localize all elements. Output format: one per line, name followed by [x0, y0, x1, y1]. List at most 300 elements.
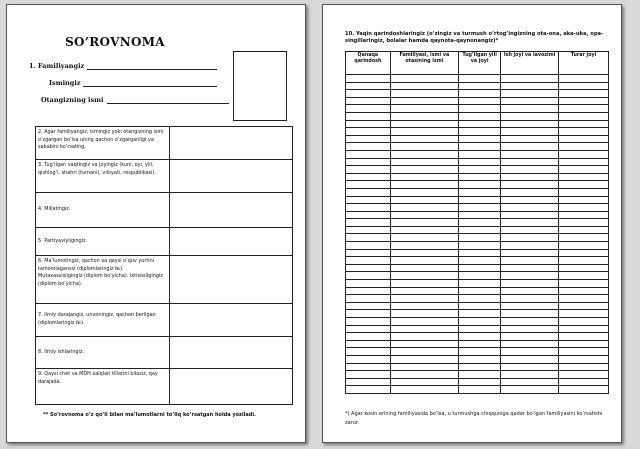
table-cell[interactable]	[346, 386, 391, 394]
table-row	[346, 340, 609, 348]
table-cell[interactable]	[390, 371, 458, 379]
table-cell[interactable]	[346, 340, 391, 348]
table-row	[346, 158, 609, 166]
table-cell[interactable]	[459, 325, 501, 333]
table-cell[interactable]	[390, 150, 458, 158]
table-cell[interactable]	[501, 90, 559, 98]
table-cell[interactable]	[346, 295, 391, 303]
table-cell[interactable]	[501, 371, 559, 379]
table-cell[interactable]	[501, 257, 559, 265]
patronymic-field[interactable]	[41, 96, 229, 104]
name-field[interactable]	[49, 79, 217, 87]
table-cell[interactable]	[346, 75, 391, 83]
table-cell[interactable]	[559, 188, 609, 196]
table-cell[interactable]	[390, 249, 458, 257]
table-cell[interactable]	[501, 310, 559, 318]
table-cell[interactable]	[559, 348, 609, 356]
table-row	[346, 120, 609, 128]
table-cell[interactable]	[346, 150, 391, 158]
table-cell[interactable]	[559, 318, 609, 326]
table-cell[interactable]	[501, 211, 559, 219]
table-cell[interactable]	[559, 325, 609, 333]
table-cell[interactable]	[559, 219, 609, 227]
table-row	[346, 204, 609, 212]
surname-line[interactable]	[87, 62, 217, 70]
relatives-table-body	[346, 75, 609, 394]
table-row	[36, 304, 293, 337]
table-cell[interactable]	[559, 302, 609, 310]
table-cell[interactable]	[501, 150, 559, 158]
table-cell[interactable]	[559, 135, 609, 143]
table-cell[interactable]	[390, 355, 458, 363]
table-cell[interactable]	[346, 226, 391, 234]
table-cell[interactable]	[390, 378, 458, 386]
question-cell: 8. Ilmiy ishlaringiz.	[36, 337, 170, 369]
table-cell[interactable]	[501, 166, 559, 174]
table-cell[interactable]	[501, 378, 559, 386]
table-row	[346, 75, 609, 83]
table-row	[346, 150, 609, 158]
name-line[interactable]	[83, 79, 217, 87]
table-cell[interactable]	[390, 181, 458, 189]
question-cell: 2. Agar familiyangiz, ismingiz yoki otangizning ismi o’zgargan bo’lsa uning qachon o’zgarganligi va sababini ko’rsating.	[36, 127, 170, 160]
table-cell[interactable]	[459, 135, 501, 143]
table-cell[interactable]	[390, 333, 458, 341]
table-cell[interactable]	[346, 318, 391, 326]
table-cell[interactable]	[559, 173, 609, 181]
table-cell[interactable]	[346, 310, 391, 318]
table-cell[interactable]	[390, 105, 458, 113]
table-cell[interactable]	[459, 280, 501, 288]
answer-cell[interactable]	[170, 160, 293, 193]
table-cell[interactable]	[501, 348, 559, 356]
table-cell[interactable]	[390, 97, 458, 105]
surname-label: 1. Familiyangiz	[29, 62, 85, 70]
table-cell[interactable]	[390, 318, 458, 326]
table-cell[interactable]	[346, 173, 391, 181]
table-cell[interactable]	[559, 75, 609, 83]
table-cell[interactable]	[459, 166, 501, 174]
table-row	[346, 90, 609, 98]
table-cell[interactable]	[346, 166, 391, 174]
table-row	[36, 193, 293, 228]
table-cell[interactable]	[501, 355, 559, 363]
table-cell[interactable]	[390, 120, 458, 128]
table-cell[interactable]	[459, 211, 501, 219]
answer-cell[interactable]	[170, 256, 293, 304]
table-cell[interactable]	[559, 242, 609, 250]
table-cell[interactable]	[459, 378, 501, 386]
table-row	[346, 325, 609, 333]
table-cell[interactable]	[346, 272, 391, 280]
table-cell[interactable]	[559, 90, 609, 98]
table-cell[interactable]	[559, 204, 609, 212]
table-cell[interactable]	[559, 264, 609, 272]
table-row	[346, 355, 609, 363]
table-cell[interactable]	[390, 257, 458, 265]
table-cell[interactable]	[501, 188, 559, 196]
table-cell[interactable]	[390, 325, 458, 333]
table-cell[interactable]	[390, 196, 458, 204]
table-row	[346, 348, 609, 356]
table-cell[interactable]	[559, 340, 609, 348]
table-cell[interactable]	[390, 295, 458, 303]
table-cell[interactable]	[459, 310, 501, 318]
table-cell[interactable]	[390, 75, 458, 83]
table-cell[interactable]	[459, 333, 501, 341]
table-cell[interactable]	[459, 158, 501, 166]
table-cell[interactable]	[559, 128, 609, 136]
surname-field[interactable]	[29, 62, 217, 70]
table-cell[interactable]	[459, 112, 501, 120]
table-cell[interactable]	[390, 112, 458, 120]
table-cell[interactable]	[390, 386, 458, 394]
answer-cell[interactable]	[170, 369, 293, 405]
relatives-table	[345, 51, 609, 394]
table-row	[36, 369, 293, 405]
table-cell[interactable]	[501, 249, 559, 257]
table-cell[interactable]	[501, 181, 559, 189]
table-cell[interactable]	[501, 97, 559, 105]
table-cell[interactable]	[390, 128, 458, 136]
table-cell[interactable]	[501, 386, 559, 394]
table-cell[interactable]	[346, 158, 391, 166]
table-row	[346, 82, 609, 90]
table-cell[interactable]	[501, 287, 559, 295]
table-cell[interactable]	[559, 112, 609, 120]
table-row	[346, 378, 609, 386]
table-cell[interactable]	[390, 264, 458, 272]
answer-cell[interactable]	[170, 228, 293, 256]
table-row	[346, 181, 609, 189]
table-cell[interactable]	[390, 135, 458, 143]
table-cell[interactable]	[559, 280, 609, 288]
table-cell[interactable]	[346, 196, 391, 204]
table-cell[interactable]	[559, 120, 609, 128]
photo-box	[233, 51, 287, 121]
table-cell[interactable]	[559, 150, 609, 158]
name-label: Ismingiz	[49, 79, 81, 87]
table-cell[interactable]	[459, 264, 501, 272]
table-row	[36, 228, 293, 256]
table-cell[interactable]	[390, 242, 458, 250]
question-cell: 9. Qaysi chet va MDH xalqlari tillarini bilasiz, qay darajada.	[36, 369, 170, 405]
table-row	[346, 242, 609, 250]
table-cell[interactable]	[459, 204, 501, 212]
table-cell[interactable]	[390, 310, 458, 318]
table-cell[interactable]	[559, 181, 609, 189]
table-cell[interactable]	[459, 302, 501, 310]
table-cell[interactable]	[346, 105, 391, 113]
table-cell[interactable]	[390, 272, 458, 280]
table-cell[interactable]	[346, 143, 391, 151]
table-cell[interactable]	[501, 234, 559, 242]
table-row	[346, 112, 609, 120]
table-header-row	[346, 52, 609, 75]
table-row	[346, 97, 609, 105]
table-cell[interactable]	[501, 135, 559, 143]
table-row	[346, 249, 609, 257]
table-row	[346, 302, 609, 310]
table-cell[interactable]	[459, 90, 501, 98]
table-cell[interactable]	[501, 75, 559, 83]
table-cell[interactable]	[346, 325, 391, 333]
table-cell[interactable]	[459, 181, 501, 189]
table-cell[interactable]	[390, 348, 458, 356]
table-cell[interactable]	[390, 188, 458, 196]
table-cell[interactable]	[346, 181, 391, 189]
table-cell[interactable]	[501, 333, 559, 341]
table-cell[interactable]	[390, 340, 458, 348]
table-row	[346, 272, 609, 280]
table-cell[interactable]	[459, 188, 501, 196]
table-cell[interactable]	[459, 348, 501, 356]
table-row	[346, 143, 609, 151]
table-cell[interactable]	[390, 287, 458, 295]
table-cell[interactable]	[459, 295, 501, 303]
table-row	[346, 105, 609, 113]
table-cell[interactable]	[559, 272, 609, 280]
table-row	[346, 135, 609, 143]
table-cell[interactable]	[501, 196, 559, 204]
table-row	[346, 280, 609, 288]
table-cell[interactable]	[501, 302, 559, 310]
table-row	[346, 264, 609, 272]
table-cell[interactable]	[459, 386, 501, 394]
page-title: SO’ROVNOMA	[65, 35, 165, 49]
table-row	[346, 371, 609, 379]
table-cell[interactable]	[459, 340, 501, 348]
table-row	[346, 386, 609, 394]
table-cell[interactable]	[390, 143, 458, 151]
table-row	[36, 160, 293, 193]
table-cell[interactable]	[501, 363, 559, 371]
table-cell[interactable]	[459, 318, 501, 326]
table-row	[36, 127, 293, 160]
table-cell[interactable]	[559, 249, 609, 257]
table-cell[interactable]	[346, 378, 391, 386]
table-cell[interactable]	[459, 355, 501, 363]
table-cell[interactable]	[346, 302, 391, 310]
table-cell[interactable]	[559, 355, 609, 363]
table-cell[interactable]	[346, 257, 391, 265]
table-cell[interactable]	[501, 325, 559, 333]
table-cell[interactable]	[346, 90, 391, 98]
table-cell[interactable]	[559, 371, 609, 379]
table-cell[interactable]	[346, 371, 391, 379]
table-cell[interactable]	[559, 166, 609, 174]
table-row	[346, 128, 609, 136]
table-row	[36, 256, 293, 304]
table-cell[interactable]	[501, 128, 559, 136]
table-cell[interactable]	[559, 196, 609, 204]
table-cell[interactable]	[346, 287, 391, 295]
table-cell[interactable]	[559, 386, 609, 394]
table-cell[interactable]	[459, 75, 501, 83]
table-row	[346, 287, 609, 295]
table-row	[346, 219, 609, 227]
table-cell[interactable]	[390, 226, 458, 234]
column-header: Tug’ilgan yili va joyi	[459, 52, 501, 75]
table-cell[interactable]	[501, 264, 559, 272]
table-cell[interactable]	[559, 234, 609, 242]
column-header: Familiyasi, ismi va otasining ismi	[390, 52, 458, 75]
table-cell[interactable]	[501, 219, 559, 227]
table-cell[interactable]	[459, 120, 501, 128]
table-row	[346, 196, 609, 204]
table-cell[interactable]	[501, 272, 559, 280]
table-cell[interactable]	[459, 226, 501, 234]
table-cell[interactable]	[559, 82, 609, 90]
table-cell[interactable]	[346, 97, 391, 105]
footnote: ** So’rovnoma o’z qo’li bilan ma’lumotlarni to’liq ko’rsatgan holda yoziladi.	[43, 412, 256, 418]
table-cell[interactable]	[346, 249, 391, 257]
table-cell[interactable]	[559, 287, 609, 295]
table-cell[interactable]	[346, 242, 391, 250]
table-cell[interactable]	[501, 105, 559, 113]
question-cell: 7. Ilmiy darajangiz, unvoningiz, qachon berilgan (diplomlaringiz №).	[36, 304, 170, 337]
table-row	[346, 318, 609, 326]
table-cell[interactable]	[459, 150, 501, 158]
right-page	[322, 4, 622, 443]
question-cell: 6. Ma’lumotingiz, qachon va qaysi o’quv yurtini tamomlagansiz (diplomlaringiz №). Mutaxassisligingiz (diplom bo’yicha). Ixtisosligingiz (diplom bo’yicha).	[36, 256, 170, 304]
table-cell[interactable]	[459, 363, 501, 371]
table-row	[346, 211, 609, 219]
table-row	[346, 226, 609, 234]
table-cell[interactable]	[501, 82, 559, 90]
relatives-heading: 10. Yaqin qarindoshlaringiz (o’zingiz va turmush o’rtog’ingizning ota-ona, aka-uka, opa-singillaringiz, bolalar hamda qaynota-qaynonangiz)*	[345, 31, 604, 45]
table-row	[346, 166, 609, 174]
column-header: Qanaqa qarindosh	[346, 52, 391, 75]
footnote-right: *) Agar kosin erining familiyasida bo’lsa, u turmushga chiqquniga qadar bo’lgan familiyasini ko’rsatishi zarur.	[345, 411, 603, 426]
table-cell[interactable]	[459, 196, 501, 204]
table-cell[interactable]	[390, 280, 458, 288]
table-cell[interactable]	[501, 120, 559, 128]
table-cell[interactable]	[501, 112, 559, 120]
left-page	[6, 4, 306, 443]
table-cell[interactable]	[501, 226, 559, 234]
table-row	[346, 310, 609, 318]
table-cell[interactable]	[459, 82, 501, 90]
column-header: Turar joyi	[559, 52, 609, 75]
table-cell[interactable]	[559, 363, 609, 371]
table-cell[interactable]	[459, 105, 501, 113]
table-cell[interactable]	[390, 234, 458, 242]
table-cell[interactable]	[501, 143, 559, 151]
table-row	[346, 333, 609, 341]
table-row	[36, 337, 293, 369]
table-row	[346, 257, 609, 265]
table-cell[interactable]	[459, 371, 501, 379]
table-cell[interactable]	[390, 302, 458, 310]
table-cell[interactable]	[501, 280, 559, 288]
table-cell[interactable]	[346, 219, 391, 227]
table-cell[interactable]	[346, 234, 391, 242]
answer-cell[interactable]	[170, 304, 293, 337]
table-cell[interactable]	[501, 173, 559, 181]
questions-table	[35, 126, 293, 405]
table-cell[interactable]	[559, 295, 609, 303]
table-cell[interactable]	[459, 219, 501, 227]
table-cell[interactable]	[559, 211, 609, 219]
table-row	[346, 363, 609, 371]
patronymic-line[interactable]	[107, 96, 229, 104]
table-cell[interactable]	[346, 112, 391, 120]
table-cell[interactable]	[559, 226, 609, 234]
table-cell[interactable]	[559, 97, 609, 105]
table-cell[interactable]	[459, 97, 501, 105]
table-cell[interactable]	[390, 166, 458, 174]
table-cell[interactable]	[459, 242, 501, 250]
table-cell[interactable]	[459, 249, 501, 257]
table-cell[interactable]	[346, 128, 391, 136]
table-cell[interactable]	[501, 242, 559, 250]
table-cell[interactable]	[459, 257, 501, 265]
table-row	[346, 173, 609, 181]
table-cell[interactable]	[390, 158, 458, 166]
table-cell[interactable]	[559, 143, 609, 151]
table-cell[interactable]	[501, 158, 559, 166]
table-cell[interactable]	[346, 211, 391, 219]
table-cell[interactable]	[390, 219, 458, 227]
table-cell[interactable]	[390, 82, 458, 90]
table-cell[interactable]	[459, 173, 501, 181]
table-cell[interactable]	[501, 318, 559, 326]
table-cell[interactable]	[559, 310, 609, 318]
table-cell[interactable]	[459, 143, 501, 151]
table-cell[interactable]	[501, 204, 559, 212]
table-cell[interactable]	[501, 295, 559, 303]
table-cell[interactable]	[346, 120, 391, 128]
table-cell[interactable]	[390, 363, 458, 371]
answer-cell[interactable]	[170, 193, 293, 228]
table-cell[interactable]	[346, 204, 391, 212]
table-cell[interactable]	[559, 105, 609, 113]
answer-cell[interactable]	[170, 127, 293, 160]
question-cell: 3. Tug’ilgan vaqtingiz va joyingiz (kuni, oyi, yili, qishlog’i, shahri (tumani), viloyati, respublikasi).	[36, 160, 170, 193]
table-cell[interactable]	[346, 333, 391, 341]
answer-cell[interactable]	[170, 337, 293, 369]
table-cell[interactable]	[559, 333, 609, 341]
table-cell[interactable]	[390, 90, 458, 98]
table-cell[interactable]	[459, 234, 501, 242]
table-row	[346, 234, 609, 242]
table-cell[interactable]	[390, 173, 458, 181]
table-cell[interactable]	[346, 82, 391, 90]
table-cell[interactable]	[346, 355, 391, 363]
table-cell[interactable]	[346, 188, 391, 196]
table-cell[interactable]	[459, 287, 501, 295]
table-cell[interactable]	[346, 363, 391, 371]
table-cell[interactable]	[559, 378, 609, 386]
question-cell: 4. Millatingiz.	[36, 193, 170, 228]
table-cell[interactable]	[346, 264, 391, 272]
table-cell[interactable]	[346, 280, 391, 288]
table-cell[interactable]	[390, 204, 458, 212]
table-cell[interactable]	[559, 158, 609, 166]
table-cell[interactable]	[501, 340, 559, 348]
table-cell[interactable]	[559, 257, 609, 265]
table-cell[interactable]	[346, 348, 391, 356]
table-cell[interactable]	[459, 128, 501, 136]
table-row	[346, 188, 609, 196]
question-cell: 5. Partiyaviyligingiz.	[36, 228, 170, 256]
column-header: Ish joyi va lavozimi	[501, 52, 559, 75]
table-cell[interactable]	[459, 272, 501, 280]
table-row	[346, 295, 609, 303]
table-cell[interactable]	[390, 211, 458, 219]
table-cell[interactable]	[346, 135, 391, 143]
